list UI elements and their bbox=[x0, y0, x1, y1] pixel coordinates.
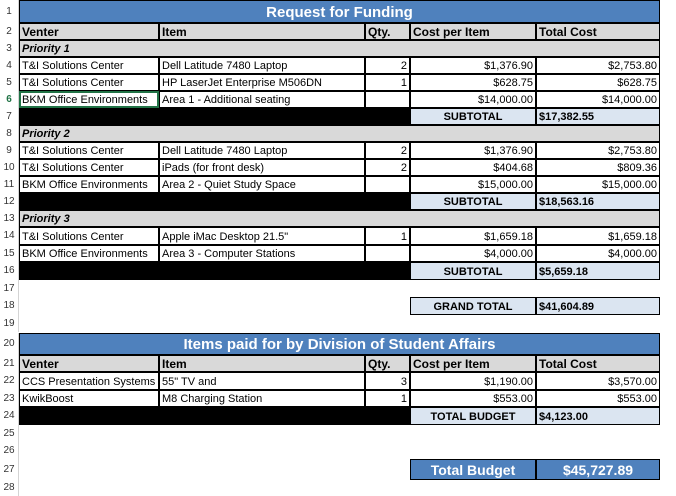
cell-item[interactable]: Area 1 - Additional seating bbox=[159, 91, 365, 108]
cell-cost[interactable]: $4,000.00 bbox=[410, 245, 536, 262]
row-21 bbox=[0, 355, 676, 372]
cell-venter[interactable]: T&I Solutions Center bbox=[19, 57, 159, 74]
funding-title[interactable]: Request for Funding bbox=[19, 0, 660, 23]
black-band[interactable] bbox=[19, 193, 410, 210]
table-row bbox=[0, 176, 676, 193]
cell-qty[interactable] bbox=[365, 91, 410, 108]
black-band[interactable] bbox=[19, 108, 410, 125]
subtotal-label[interactable]: SUBTOTAL bbox=[410, 193, 536, 210]
cell-qty[interactable]: 1 bbox=[365, 74, 410, 91]
row-7 bbox=[0, 108, 676, 125]
cell-total[interactable]: $1,659.18 bbox=[536, 227, 660, 245]
cell-total[interactable]: $15,000.00 bbox=[536, 176, 660, 193]
cell-venter-selected[interactable]: BKM Office Environments bbox=[19, 91, 159, 108]
cell-venter[interactable]: T&I Solutions Center bbox=[19, 74, 159, 91]
cell-venter[interactable]: BKM Office Environments bbox=[19, 245, 159, 262]
header-cost-per-item[interactable]: Cost per Item bbox=[410, 23, 536, 40]
cell-item[interactable]: Area 3 - Computer Stations bbox=[159, 245, 365, 262]
cell-item[interactable]: iPads (for front desk) bbox=[159, 159, 365, 176]
row-16 bbox=[0, 262, 676, 280]
row-26 bbox=[0, 442, 676, 459]
row-number[interactable]: 5 bbox=[0, 74, 19, 91]
header-venter[interactable]: Venter bbox=[19, 355, 159, 372]
row-number[interactable]: 6 bbox=[0, 91, 19, 108]
row-number[interactable]: 11 bbox=[0, 176, 19, 193]
cell-qty[interactable] bbox=[365, 176, 410, 193]
priority-1-label[interactable]: Priority 1 bbox=[19, 40, 660, 57]
cell-venter[interactable]: BKM Office Environments bbox=[19, 176, 159, 193]
cell-item[interactable]: 55" TV and bbox=[159, 372, 365, 390]
header-total-cost[interactable]: Total Cost bbox=[536, 355, 660, 372]
cell-total[interactable]: $809.36 bbox=[536, 159, 660, 176]
black-band[interactable] bbox=[19, 407, 410, 425]
table-row bbox=[0, 74, 676, 91]
row-3 bbox=[0, 40, 676, 57]
cell-qty[interactable]: 2 bbox=[365, 142, 410, 159]
row-12 bbox=[0, 193, 676, 210]
row-20 bbox=[0, 333, 676, 355]
row-number[interactable]: 24 bbox=[0, 407, 19, 425]
row-number[interactable]: 16 bbox=[0, 262, 19, 280]
table-row bbox=[0, 159, 676, 176]
row-number[interactable]: 9 bbox=[0, 142, 19, 159]
row-number[interactable]: 18 bbox=[0, 297, 19, 315]
cell-qty[interactable] bbox=[365, 245, 410, 262]
row-number[interactable]: 19 bbox=[0, 315, 19, 332]
cell-qty[interactable]: 2 bbox=[365, 159, 410, 176]
row-number[interactable]: 4 bbox=[0, 57, 19, 74]
row-number[interactable]: 8 bbox=[0, 125, 19, 142]
row-2 bbox=[0, 23, 676, 40]
cell-qty[interactable]: 1 bbox=[365, 227, 410, 245]
row-number[interactable]: 1 bbox=[0, 0, 19, 23]
row-number[interactable]: 15 bbox=[0, 245, 19, 262]
cell-total[interactable]: $2,753.80 bbox=[536, 57, 660, 74]
total-budget-label[interactable]: TOTAL BUDGET bbox=[410, 407, 536, 425]
cell-cost[interactable]: $404.68 bbox=[410, 159, 536, 176]
cell-venter[interactable]: T&I Solutions Center bbox=[19, 142, 159, 159]
row-27 bbox=[0, 459, 676, 480]
row-number[interactable]: 21 bbox=[0, 355, 19, 372]
cell-item[interactable]: HP LaserJet Enterprise M506DN bbox=[159, 74, 365, 91]
cell-cost[interactable]: $553.00 bbox=[410, 390, 536, 407]
cell-item[interactable]: Dell Latitude 7480 Laptop bbox=[159, 142, 365, 159]
row-1 bbox=[0, 0, 676, 23]
subtotal-label[interactable]: SUBTOTAL bbox=[410, 262, 536, 280]
cell-cost[interactable]: $1,659.18 bbox=[410, 227, 536, 245]
black-band[interactable] bbox=[19, 262, 410, 280]
row-number[interactable]: 13 bbox=[0, 210, 19, 227]
header-item[interactable]: Item bbox=[159, 355, 365, 372]
row-25 bbox=[0, 425, 676, 442]
row-number[interactable]: 12 bbox=[0, 193, 19, 210]
table-row bbox=[0, 372, 676, 390]
row-number[interactable]: 10 bbox=[0, 159, 19, 176]
table-row bbox=[0, 227, 676, 245]
grand-total-value[interactable]: $41,604.89 bbox=[536, 297, 660, 315]
header-venter[interactable]: Venter bbox=[19, 23, 159, 40]
summary-total-label[interactable]: Total Budget bbox=[410, 459, 536, 480]
header-cost-per-item[interactable]: Cost per Item bbox=[410, 355, 536, 372]
row-number[interactable]: 22 bbox=[0, 372, 19, 390]
cell-cost[interactable]: $1,376.90 bbox=[410, 57, 536, 74]
row-number[interactable]: 14 bbox=[0, 227, 19, 245]
summary-total-value[interactable]: $45,727.89 bbox=[536, 459, 660, 480]
cell-venter[interactable]: KwikBoost bbox=[19, 390, 159, 407]
row-18 bbox=[0, 297, 676, 315]
header-qty[interactable]: Qty. bbox=[365, 355, 410, 372]
cell-item[interactable]: Apple iMac Desktop 21.5" bbox=[159, 227, 365, 245]
cell-item[interactable]: Area 2 - Quiet Study Space bbox=[159, 176, 365, 193]
row-24 bbox=[0, 407, 676, 425]
table-row bbox=[0, 390, 676, 407]
student-affairs-title[interactable]: Items paid for by Division of Student Affairs bbox=[19, 333, 660, 355]
subtotal-value[interactable]: $5,659.18 bbox=[536, 262, 660, 280]
row-number[interactable]: 20 bbox=[0, 333, 19, 355]
cell-total[interactable]: $2,753.80 bbox=[536, 142, 660, 159]
row-number[interactable]: 25 bbox=[0, 425, 19, 442]
cell-cost[interactable]: $628.75 bbox=[410, 74, 536, 91]
row-number[interactable]: 26 bbox=[0, 442, 19, 459]
row-13 bbox=[0, 210, 676, 227]
header-item[interactable]: Item bbox=[159, 23, 365, 40]
cell-venter[interactable]: CCS Presentation Systems bbox=[19, 372, 159, 390]
header-qty[interactable]: Qty. bbox=[365, 23, 410, 40]
cell-cost[interactable]: $15,000.00 bbox=[410, 176, 536, 193]
cell-item[interactable]: M8 Charging Station bbox=[159, 390, 365, 407]
table-row bbox=[0, 91, 676, 108]
cell-total[interactable]: $628.75 bbox=[536, 74, 660, 91]
row-number[interactable]: 23 bbox=[0, 390, 19, 407]
table-row bbox=[0, 57, 676, 74]
cell-cost[interactable]: $14,000.00 bbox=[410, 91, 536, 108]
grand-total-label[interactable]: GRAND TOTAL bbox=[410, 297, 536, 315]
row-number[interactable]: 3 bbox=[0, 40, 19, 57]
row-number[interactable]: 7 bbox=[0, 108, 19, 125]
row-number[interactable]: 27 bbox=[0, 459, 19, 480]
subtotal-label[interactable]: SUBTOTAL bbox=[410, 108, 536, 125]
row-28 bbox=[0, 480, 676, 496]
cell-venter[interactable]: T&I Solutions Center bbox=[19, 227, 159, 245]
row-number[interactable]: 17 bbox=[0, 280, 19, 297]
row-number[interactable]: 28 bbox=[0, 480, 19, 496]
priority-3-label[interactable]: Priority 3 bbox=[19, 210, 660, 227]
cell-total[interactable]: $3,570.00 bbox=[536, 372, 660, 390]
total-budget-value[interactable]: $4,123.00 bbox=[536, 407, 660, 425]
cell-qty[interactable]: 2 bbox=[365, 57, 410, 74]
subtotal-value[interactable]: $18,563.16 bbox=[536, 193, 660, 210]
cell-total[interactable]: $14,000.00 bbox=[536, 91, 660, 108]
subtotal-value[interactable]: $17,382.55 bbox=[536, 108, 660, 125]
row-number[interactable]: 2 bbox=[0, 23, 19, 40]
cell-venter[interactable]: T&I Solutions Center bbox=[19, 159, 159, 176]
row-8 bbox=[0, 125, 676, 142]
cell-item[interactable]: Dell Latitude 7480 Laptop bbox=[159, 57, 365, 74]
row-17 bbox=[0, 280, 676, 297]
table-row bbox=[0, 245, 676, 262]
cell-total[interactable]: $553.00 bbox=[536, 390, 660, 407]
header-total-cost[interactable]: Total Cost bbox=[536, 23, 660, 40]
cell-qty[interactable]: 3 bbox=[365, 372, 410, 390]
priority-2-label[interactable]: Priority 2 bbox=[19, 125, 660, 142]
cell-total[interactable]: $4,000.00 bbox=[536, 245, 660, 262]
cell-cost[interactable]: $1,190.00 bbox=[410, 372, 536, 390]
cell-cost[interactable]: $1,376.90 bbox=[410, 142, 536, 159]
row-19 bbox=[0, 315, 676, 332]
table-row bbox=[0, 142, 676, 159]
cell-qty[interactable]: 1 bbox=[365, 390, 410, 407]
